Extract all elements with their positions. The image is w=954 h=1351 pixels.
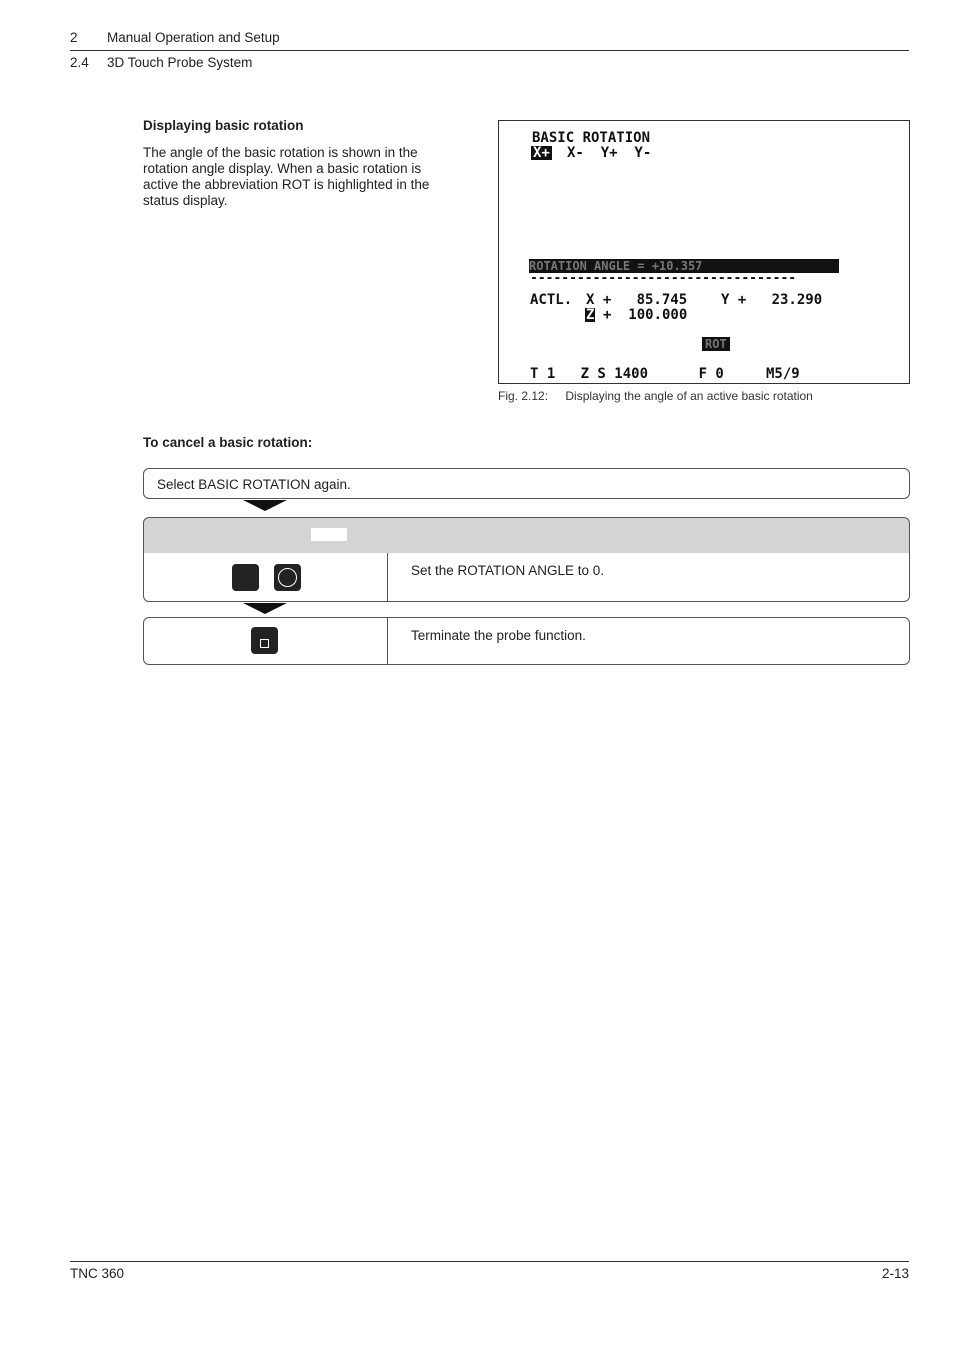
softkey-placeholder [311,528,347,541]
z-axis-cursor: Z [586,307,595,323]
enter-key-icon[interactable] [274,564,301,591]
softkey-row: X- Y+ Y- [567,145,652,161]
step-end-row [143,617,910,665]
end-key-icon[interactable] [251,627,278,654]
y-position: Y + 23.290 [721,292,823,308]
x-position: X + 85.745 [586,292,688,308]
figure-caption [498,389,813,403]
step-angle-text: Set the ROTATION ANGLE to 0. [411,563,605,578]
step-select-box [143,468,910,499]
status-line: T 1 Z S 1400 F 0 M5/9 [530,366,800,382]
softkey-header-bar [143,517,910,554]
step-end-text: Terminate the probe function. [411,628,586,643]
enter-ring-icon [278,568,297,587]
footer-page-number: 2-13 [881,1266,909,1281]
footer-product: TNC 360 [70,1266,125,1281]
dash-separator: ---------------------------------- [530,271,797,286]
figure-caption-text: Displaying the angle of an active basic rotation [565,389,813,403]
down-arrow-icon [243,500,287,511]
tnc-screen-figure [498,120,910,384]
actl-label: ACTL. [530,292,573,308]
header-rule [70,50,909,51]
intro-line: active the abbreviation ROT is highlighted in the [143,177,430,192]
chapter-number: 2 [70,30,78,45]
softkey-active: X+ [533,145,550,161]
z-position: + 100.000 [603,307,688,323]
intro-line: The angle of the basic rotation is shown in the [143,145,418,160]
footer-rule [70,1261,909,1262]
step-select-text: Select BASIC ROTATION again. [157,477,351,492]
row-divider [387,618,388,664]
chapter-title: Manual Operation and Setup [107,30,280,45]
section-title: 3D Touch Probe System [107,55,253,70]
intro-paragraph [143,145,463,209]
intro-line: rotation angle display. When a basic rotation is [143,161,422,176]
row-divider [387,553,388,601]
section-number: 2.4 [70,55,89,70]
procedure-heading: To cancel a basic rotation: [143,435,313,450]
zero-key-icon[interactable] [232,564,259,591]
down-arrow-icon [243,603,287,614]
intro-heading: Displaying basic rotation [143,118,304,133]
figure-number: Fig. 2.12: [498,389,549,403]
screen-title: BASIC ROTATION [532,130,651,146]
step-angle-row [143,553,910,602]
rotation-angle-bar: ROTATION ANGLE = +10.357 [529,259,839,273]
intro-line: status display. [143,193,228,208]
rot-badge: ROT [702,337,730,351]
end-square-icon [260,639,269,648]
